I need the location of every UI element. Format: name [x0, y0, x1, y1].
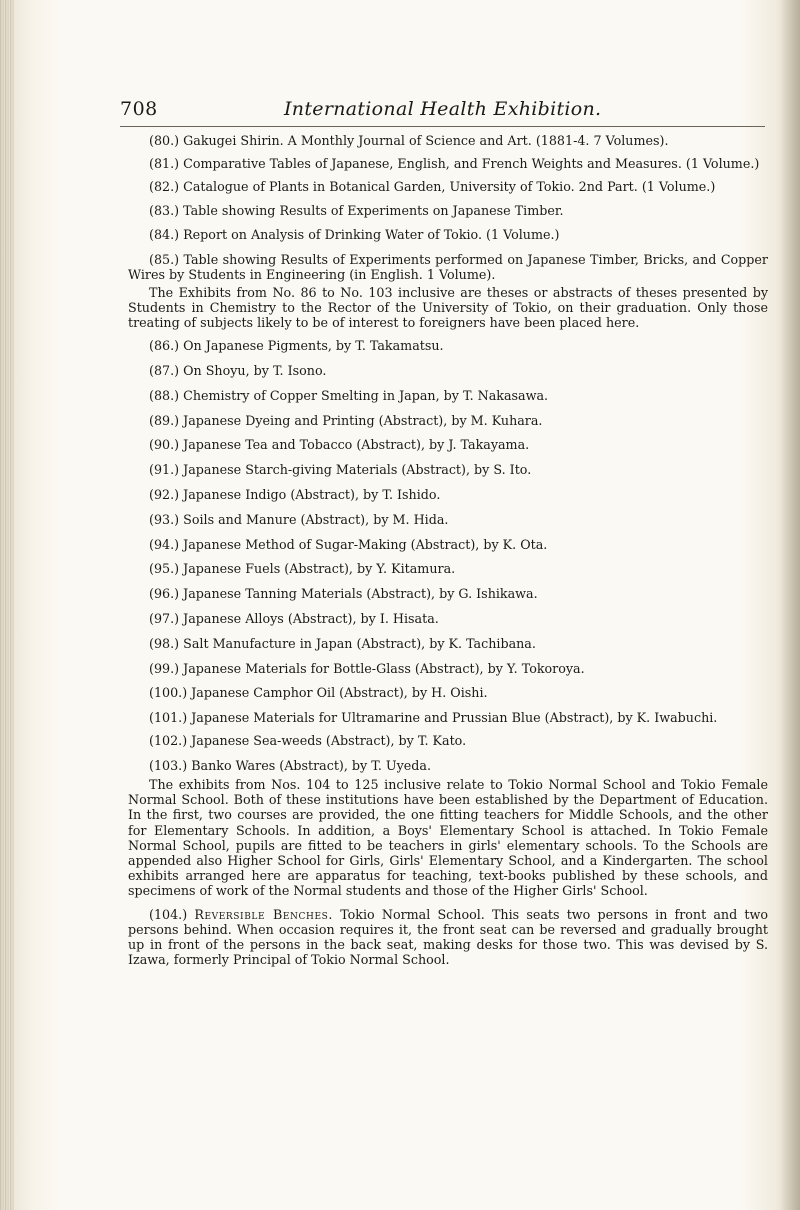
catalogue-entry-104: (104.) Reversible Benches. Tokio Normal School. This seats two persons in front and two persons behind. When occasion requires it, the front seat can be reversed and gradually brought up in front of the persons in the back seat, making desks for those two. This was devised by S. Izawa, formerly Principal of Tokio Normal School.	[128, 906, 768, 968]
catalogue-entry: (84.) Report on Analysis of Drinking Water of Tokio. (1 Volume.)	[149, 227, 560, 243]
catalogue-entry: (99.) Japanese Materials for Bottle-Glass (Abstract), by Y. Tokoroya.	[149, 660, 585, 676]
page-body	[128, 133, 768, 975]
catalogue-entry: (90.) Japanese Tea and Tobacco (Abstract), by J. Takayama.	[149, 437, 530, 453]
header-rule	[120, 126, 765, 127]
catalogue-entry: (92.) Japanese Indigo (Abstract), by T. Ishido.	[149, 487, 441, 502]
catalogue-entry: (85.) Table showing Results of Experiments performed on Japanese Timber, Bricks, and Copper Wires by Students in Engineering (in English. 1 Volume).	[128, 252, 768, 283]
catalogue-entry: (101.) Japanese Materials for Ultramarine and Prussian Blue (Abstract), by K. Iwabuchi.	[149, 710, 718, 726]
catalogue-entry: (81.) Comparative Tables of Japanese, English, and French Weights and Measures. (1 Volume.)	[149, 156, 760, 172]
catalogue-entry: (102.) Japanese Sea-weeds (Abstract), by T. Kato.	[149, 733, 467, 749]
catalogue-entry: (89.) Japanese Dyeing and Printing (Abstract), by M. Kuhara.	[149, 412, 543, 428]
page-header	[120, 98, 710, 124]
catalogue-entry: (100.) Japanese Camphor Oil (Abstract), by H. Oishi.	[149, 685, 488, 701]
page-number: 708	[120, 98, 158, 120]
catalogue-entry: (80.) Gakugei Shirin. A Monthly Journal of Science and Art. (1881-4. 7 Volumes).	[149, 133, 669, 148]
catalogue-entry: (97.) Japanese Alloys (Abstract), by I. Hisata.	[149, 610, 439, 626]
catalogue-entry: (103.) Banko Wares (Abstract), by T. Uyeda.	[149, 758, 432, 774]
running-title: International Health Exhibition.	[284, 98, 602, 120]
catalogue-entry: (83.) Table showing Results of Experiments on Japanese Timber.	[149, 202, 564, 218]
catalogue-entry: (91.) Japanese Starch-giving Materials (Abstract), by S. Ito.	[149, 462, 532, 478]
catalogue-entry: (98.) Salt Manufacture in Japan (Abstract), by K. Tachibana.	[149, 635, 536, 651]
page-binding-edge	[0, 0, 14, 1210]
catalogue-entry: (96.) Japanese Tanning Materials (Abstract), by G. Ishikawa.	[149, 586, 538, 602]
catalogue-entry: (87.) On Shoyu, by T. Isono.	[149, 363, 327, 379]
catalogue-entry: (93.) Soils and Manure (Abstract), by M. Hida.	[149, 511, 449, 527]
catalogue-entry: (88.) Chemistry of Copper Smelting in Japan, by T. Nakasawa.	[149, 387, 549, 403]
catalogue-entry: (95.) Japanese Fuels (Abstract), by Y. Kitamura.	[149, 561, 456, 577]
normal-school-note: The exhibits from Nos. 104 to 125 inclusive relate to Tokio Normal School and Tokio Female Normal School. Both of these institutions have been established by the Department of Education. In the first, two courses are provided, the one fitting teachers for Middle Schools, and the other for Elementary Schools. In addition, a Boys' Elementary School is attached. In Tokio Female Normal School, pupils are fitted to be teachers in girls' elementary schools. To the Schools are appended also Higher School for Girls, Girls' Elementary School, and a Kindergarten. The school exhibits arranged here are apparatus for teaching, text-books published by these schools, and specimens of work of the Normal students and those of the Higher Girls' School.	[128, 776, 768, 899]
page-right-shadow	[780, 0, 800, 1210]
catalogue-entry: (94.) Japanese Method of Sugar-Making (Abstract), by K. Ota.	[149, 536, 548, 552]
theses-note: The Exhibits from No. 86 to No. 103 inclusive are theses or abstracts of theses presented by Students in Chemistry to the Rector of the University of Tokio, on their graduation. Only those treating of subjects likely to be of interest to foreigners have been placed here.	[128, 284, 768, 331]
catalogue-entry: (86.) On Japanese Pigments, by T. Takamatsu.	[149, 338, 444, 354]
entry-title: Reversible Benches.	[194, 906, 334, 922]
catalogue-entry: (82.) Catalogue of Plants in Botanical Garden, University of Tokio. 2nd Part. (1 Volume.)	[149, 179, 716, 195]
